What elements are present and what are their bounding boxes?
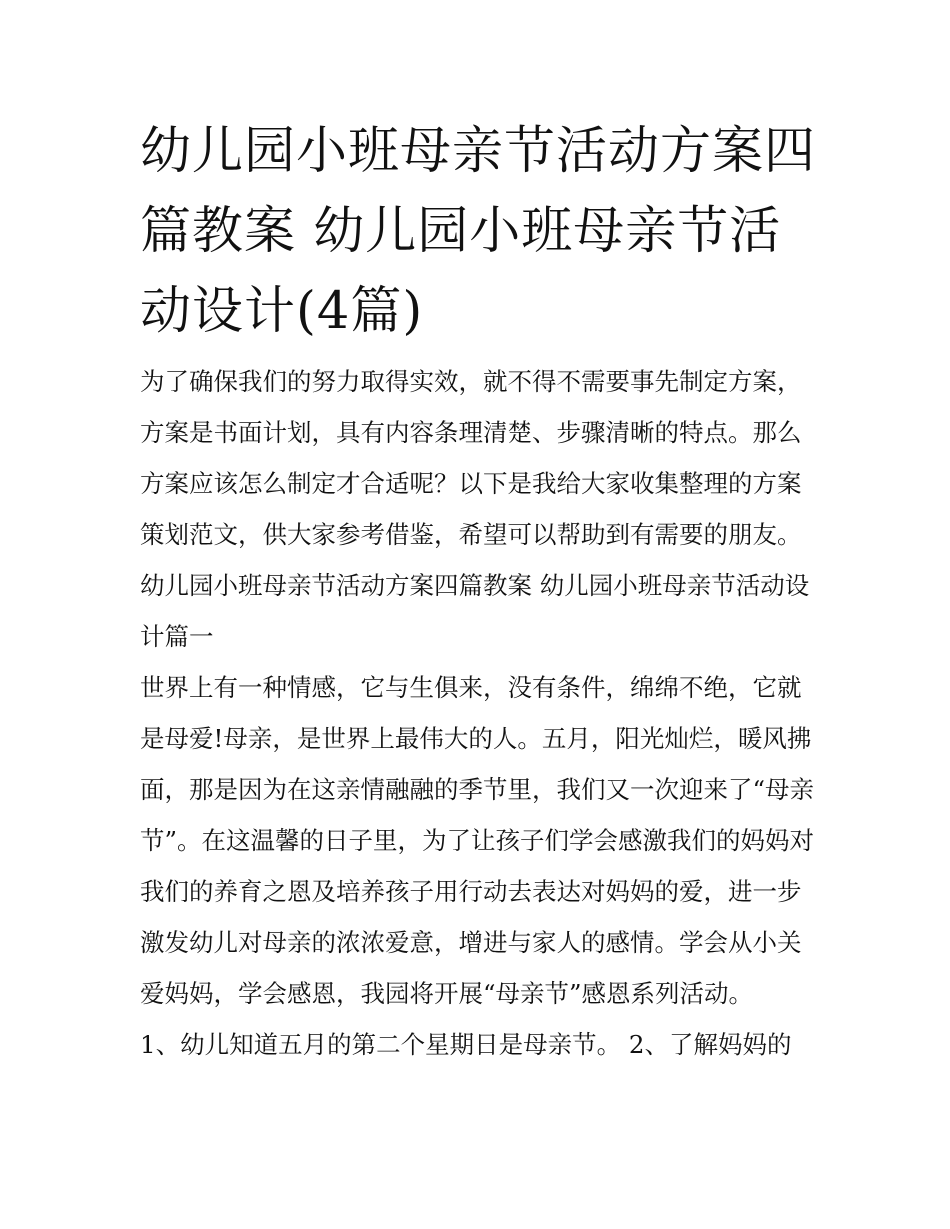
goals-paragraph: 1、幼儿知道五月的第二个星期日是母亲节。 2、了解妈妈的 (140, 1030, 792, 1059)
document-title: 幼儿园小班母亲节活动方案四篇教案 幼儿园小班母亲节活动设计(4篇) (140, 122, 817, 341)
document-body (140, 356, 820, 1070)
section-heading: 幼儿园小班母亲节活动方案四篇教案 幼儿园小班母亲节活动设计篇一 (140, 571, 810, 651)
section-paragraph: 世界上有一种情感，它与生俱来，没有条件，绵绵不绝，它就是母爱!母亲，是世界上最伟大的人。五月，阳光灿烂，暖风拂面，那是因为在这亲情融融的季节里，我们又一次迎来了“母亲节”。在这温馨的日子里，为了让孩子们学会感激我们的妈妈对我们的养育之恩及培养孩子用行动去表达对妈妈的爱，进一步激发幼儿对母亲的浓浓爱意，增进与家人的感情。学会从小关爱妈妈，学会感恩，我园将开展“母亲节”感恩系列活动。 (140, 673, 815, 1008)
intro-paragraph: 为了确保我们的努力取得实效，就不得不需要事先制定方案，方案是书面计划，具有内容条理清楚、步骤清晰的特点。那么方案应该怎么制定才合适呢？以下是我给大家收集整理的方案策划范文，供大家参考借鉴，希望可以帮助到有需要的朋友。 (140, 367, 802, 549)
